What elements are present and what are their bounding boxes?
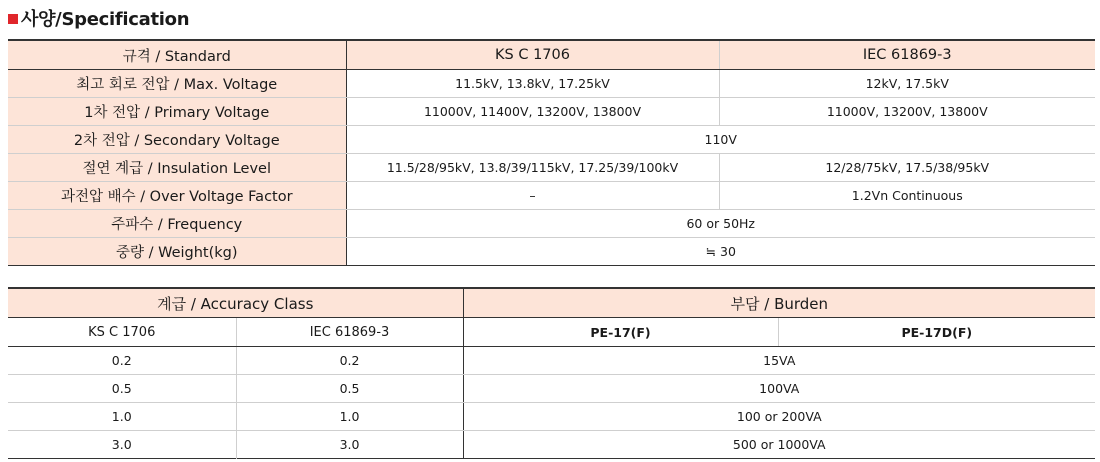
spec-row-common-value: ≒ 30: [705, 244, 736, 259]
spec-row-label: 최고 회로 전압 / Max. Voltage: [8, 70, 346, 98]
spec-row-ks-value: 11.5kV, 13.8kV, 17.25kV: [346, 70, 719, 98]
accuracy-iec-value: 1.0: [236, 403, 463, 431]
accuracy-ks-value: 0.2: [8, 347, 236, 375]
spec-header-standard: 규격 / Standard: [8, 40, 346, 70]
spec-row-label: 1차 전압 / Primary Voltage: [8, 98, 346, 126]
accuracy-iec-value: 3.0: [236, 431, 463, 459]
spec-header-iec: IEC 61869-3: [719, 40, 1095, 70]
spec-row-label: 과전압 배수 / Over Voltage Factor: [8, 182, 346, 210]
accuracy-burden-table: [8, 287, 1095, 459]
subheader-ks: KS C 1706: [8, 318, 236, 347]
accuracy-subheader-row: [8, 318, 1095, 347]
burden-value: 500 or 1000VA: [732, 437, 826, 452]
spec-row: [8, 70, 1095, 98]
spec-row-iec-value: 12/28/75kV, 17.5/38/95kV: [719, 154, 1095, 182]
spec-row-iec-value: 1.2Vn Continuous: [719, 182, 1095, 210]
spec-row-ks-value: 11.5/28/95kV, 13.8/39/115kV, 17.25/39/100kV: [346, 154, 719, 182]
accuracy-ks-value: 3.0: [8, 431, 236, 459]
accuracy-row: [8, 431, 1095, 459]
spec-row-iec-value: 12kV, 17.5kV: [719, 70, 1095, 98]
subheader-pe17df: PE-17D(F): [778, 318, 1095, 347]
spec-header-row: [8, 40, 1095, 70]
spec-row-label: 절연 계급 / Insulation Level: [8, 154, 346, 182]
section-title-text: 사양/Specification: [21, 9, 190, 30]
accuracy-ks-value: 0.5: [8, 375, 236, 403]
spec-row-label: 주파수 / Frequency: [8, 210, 346, 238]
accuracy-row: [8, 347, 1095, 375]
spec-header-ks: KS C 1706: [346, 40, 719, 70]
burden-value: 100 or 200VA: [463, 403, 1095, 431]
spec-row-label: 중량 / Weight(kg): [8, 238, 346, 266]
spec-row: [8, 238, 1095, 266]
spec-row-ks-value: –: [346, 182, 719, 210]
burden-header: 부담 / Burden: [463, 288, 1095, 318]
spec-row-iec-value: 11000V, 13200V, 13800V: [719, 98, 1095, 126]
accuracy-ks-value: 1.0: [8, 403, 236, 431]
spec-row: [8, 154, 1095, 182]
section-title: [8, 5, 189, 31]
red-square-bullet-icon: [8, 14, 18, 24]
spec-row-common-value: 110V: [346, 126, 1095, 154]
accuracy-row: [8, 375, 1095, 403]
spec-row: [8, 126, 1095, 154]
spec-row: [8, 98, 1095, 126]
accuracy-class-header: 계급 / Accuracy Class: [8, 288, 463, 318]
spec-row-common-value: 60 or 50Hz: [346, 210, 1095, 238]
accuracy-row: [8, 403, 1095, 431]
accuracy-iec-value: 0.5: [236, 375, 463, 403]
burden-value: 100VA: [463, 375, 1095, 403]
subheader-iec: IEC 61869-3: [236, 318, 463, 347]
spec-row: [8, 210, 1095, 238]
accuracy-header-row: [8, 288, 1095, 318]
accuracy-iec-value: 0.2: [236, 347, 463, 375]
spec-row-label: 2차 전압 / Secondary Voltage: [8, 126, 346, 154]
burden-value: 15VA: [463, 347, 1095, 375]
spec-row: [8, 182, 1095, 210]
subheader-pe17f: PE-17(F): [463, 318, 778, 347]
specification-table: [8, 39, 1095, 266]
spec-row-ks-value: 11000V, 11400V, 13200V, 13800V: [346, 98, 719, 126]
